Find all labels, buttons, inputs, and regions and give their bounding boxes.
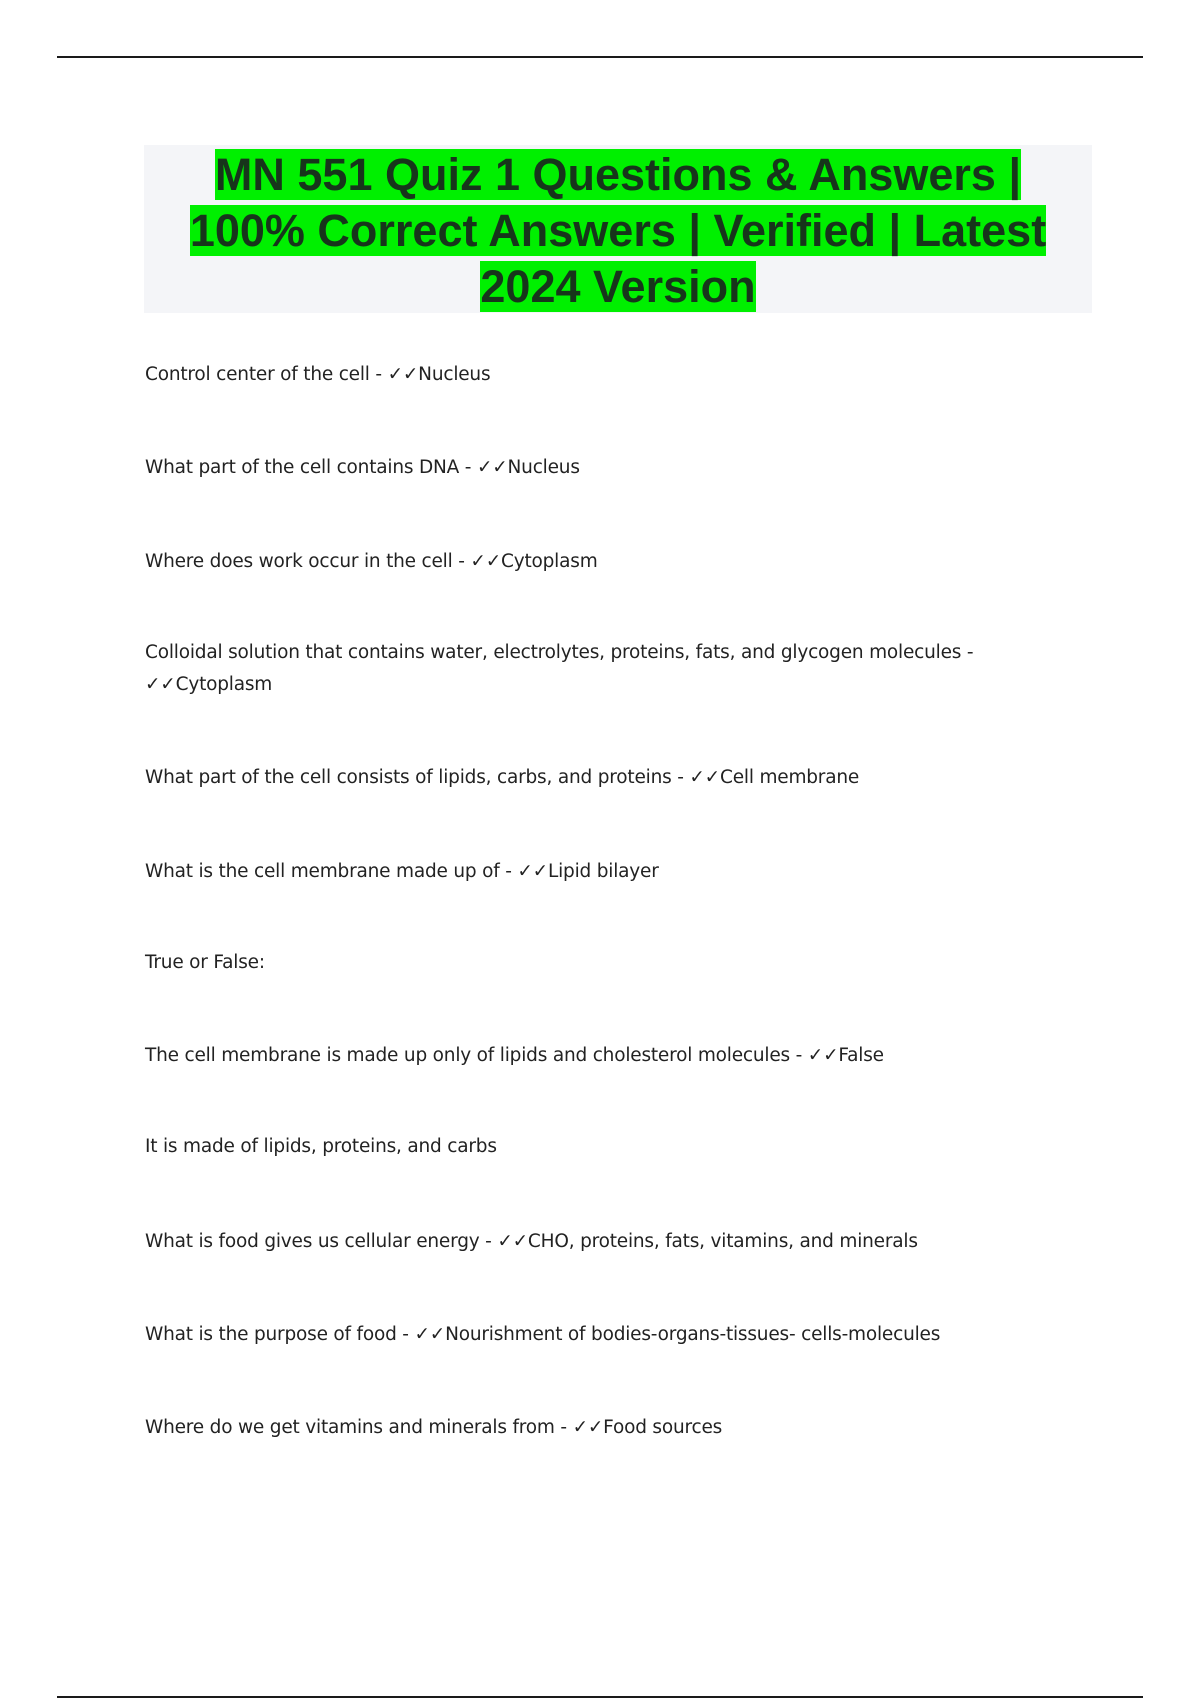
qa-item: The cell membrane is made up only of lipids and cholesterol molecules - ✓✓False (145, 1045, 884, 1066)
qa-item: Where do we get vitamins and minerals from - ✓✓Food sources (145, 1417, 723, 1438)
page-top-rule (57, 56, 1143, 58)
qa-item: Control center of the cell - ✓✓Nucleus (145, 364, 491, 385)
qa-item: What is food gives us cellular energy - ✓✓CHO, proteins, fats, vitamins, and minerals (145, 1231, 918, 1252)
title-line-2: 100% Correct Answers | Verified | Latest (189, 205, 1047, 256)
qa-item: What is the cell membrane made up of - ✓✓Lipid bilayer (145, 861, 659, 882)
title-box (144, 145, 1092, 313)
qa-item: Colloidal solution that contains water, electrolytes, proteins, fats, and glycogen molecules - (145, 642, 974, 663)
title-line-1: MN 551 Quiz 1 Questions & Answers | (214, 149, 1022, 200)
page-bottom-rule (57, 1696, 1143, 1698)
page-title (144, 147, 1092, 315)
qa-item: It is made of lipids, proteins, and carbs (145, 1136, 497, 1157)
qa-item: What part of the cell contains DNA - ✓✓Nucleus (145, 457, 580, 478)
qa-item: Where does work occur in the cell - ✓✓Cytoplasm (145, 551, 598, 572)
qa-item: What part of the cell consists of lipids, carbs, and proteins - ✓✓Cell membrane (145, 767, 860, 788)
qa-item-continuation: ✓✓Cytoplasm (145, 674, 273, 695)
qa-item: What is the purpose of food - ✓✓Nourishment of bodies-organs-tissues- cells-molecules (145, 1324, 941, 1345)
qa-item: True or False: (145, 952, 265, 973)
title-line-3: 2024 Version (480, 261, 756, 312)
